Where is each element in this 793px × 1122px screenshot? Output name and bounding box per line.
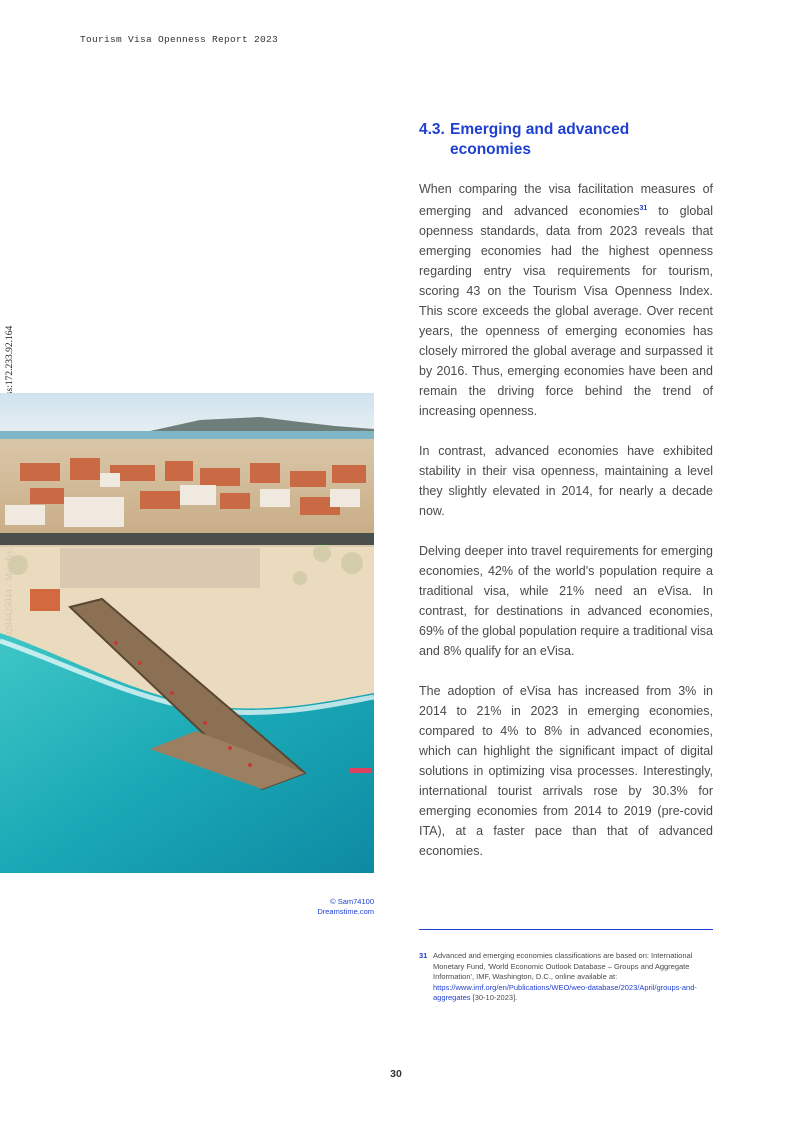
footnote-divider <box>419 929 713 930</box>
footnote-31 <box>419 951 713 1004</box>
paragraph-2: In contrast, advanced economies have exhibited stability in their visa openness, maintaining a level they slightly elevated in 2014, for nearly a decade now. <box>419 444 713 519</box>
body-text <box>419 179 713 881</box>
footnote-text: Advanced and emerging economies classifications are based on: International Monetary Fund, 'World Economic Outlook Database – Groups and Aggregate Information', IMF, Washington, D.C., online available at: https://www.imf.org/en/Publications/WEO/weo-database/2023/April/groups-and-aggregates [30-10-2023]. <box>433 951 697 1002</box>
footnote-number: 31 <box>419 951 428 960</box>
section-title-line2: economies <box>450 141 531 158</box>
section-title-line1: Emerging and advanced <box>450 121 630 138</box>
photo-credit-source: Dreamstime.com <box>317 907 374 916</box>
paragraph-1: When comparing the visa facilitation measures of emerging and advanced economies$^{31}$ to global openness standards, data from 2023 reveals that emerging economies had the highest openness regarding entry visa requirements for tourism, scoring 43 on the Tourism Visa Openness Index. This score exceeds the global average. Over recent years, the openness of emerging economies has closely mirrored the global average and surpassed it by 2016. Thus, emerging economies have been and remain the driving force behind the trend of increasing openness. <box>419 182 713 419</box>
photo-credit-author: © Sam74100 <box>330 897 374 906</box>
photo-credit <box>260 897 374 917</box>
beach-pier-photo <box>0 393 374 873</box>
paragraph-4: The adoption of eVisa has increased from 3% in 2014 to 21% in 2023 in emerging economies, compared to 4% to 8% in advanced economies, which can highlight the significant impact of digital solutions in optimizing visa processes. Interestingly, international tourist arrivals rose by 30.3% for emerging economies from 2014 to 2019 (pre-covid ITA), at a faster pace than that of advanced economies. <box>419 684 713 859</box>
section-number: 4.3. <box>419 121 445 138</box>
paragraph-3: Delving deeper into travel requirements for emerging economies, 42% of the world's population require a traditional visa, while 21% need an eVisa. In contrast, for destinations in advanced economies, 69% of the global population require a traditional visa and 8% qualify for an eVisa. <box>419 544 713 659</box>
page-number: 30 <box>390 1068 402 1080</box>
imf-database-link[interactable]: https://www.imf.org/en/Publications/WEO/weo-database/2023/April/groups-and-aggregates <box>433 982 697 1002</box>
section-title <box>419 120 719 160</box>
running-header: Tourism Visa Openness Report 2023 <box>80 34 279 45</box>
footnote-ref-31[interactable]: 31 <box>639 205 648 212</box>
